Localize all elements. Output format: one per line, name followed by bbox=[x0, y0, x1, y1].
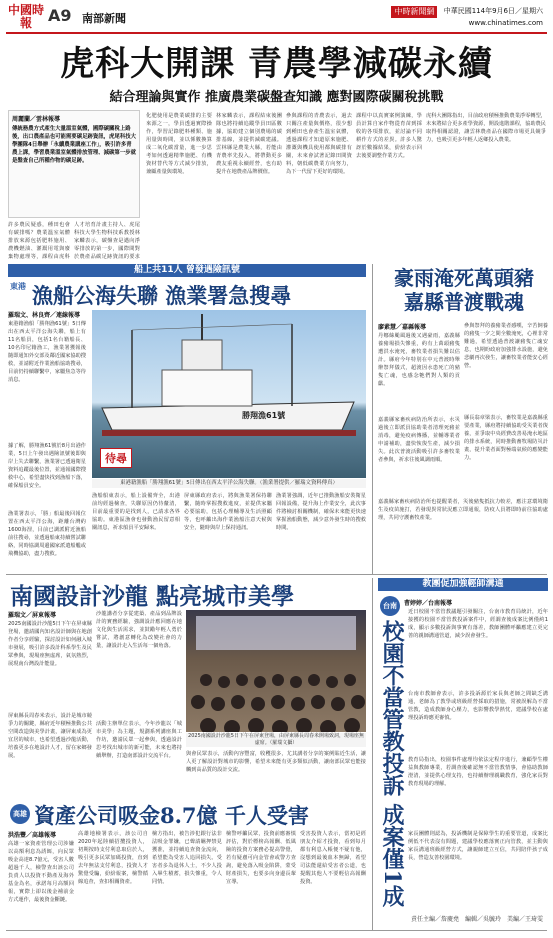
column-divider-2 bbox=[372, 578, 373, 930]
fraud-headline: 資產公司吸金8.7億 千人受害 bbox=[34, 803, 309, 828]
design-text4: 活動主辦單位表示，今年沙龍以「城市美學」為主題，規劃系列講座與工作坊，邀請民眾一起參與，透過設計思考找出城市的新可能，未來也將持續舉辦，打造南部設計交流平台。 bbox=[96, 721, 182, 759]
fraud-text1: 高雄一家資產管理公司涉嫌以高額利息為誘餌，向民眾吸金高達8.7億元，受害人數超過千人，檢警查出該公司負責人以投資不動產及海外基金為名，承諾每月高額回報，實際上卻以後金補前金方式運作，最後資金斷鏈。 bbox=[8, 841, 74, 903]
teacher-region-badge: 台南 bbox=[380, 596, 400, 616]
teacher-text4: 家長團體則認為，投訴機制是保障學生的重要管道，成案比例低不代表沒有問題，建議學校應落實正向管教，並主動與家長溝通班級經營方式，讓親師建立互信，共同陪伴孩子成長，營造友善校園環境。 bbox=[408, 831, 548, 861]
main-col7: 虎科大團隊指出，目前政府積極推動農業淨零轉型，未來將結合更多產學資源，開設進階課程，協助農民取得相關認證，讓雲林農產品在國際市場更具競爭力，也吸引更多年輕人返鄉投入農業。 bbox=[426, 113, 546, 143]
main-col1: 許多農民疑惑，種田也會有碳排嗎？農業溫室氣體排放來源包括肥料施用、農機燃油、灌溉用電與廢棄物處理等，課程由虎科 bbox=[8, 222, 70, 260]
boat-name-label: 勝翔漁61號 bbox=[242, 411, 286, 420]
main-col4: 林家麟表示，課程結束後團隊也將持續追蹤學員田區數據，協助建立個別農場的碳排基線，並提供減碳建議。雲林縣是農業大縣，若能由青農率先投入，將帶動更多農友重視永續經營，也有助提升在地農產品牌價值。 bbox=[216, 113, 282, 175]
fishing-text1: 東港籍漁船「勝翔漁61號」5日傳出在西太平洋公海失聯，船上有11名船員，包括1名台籍船長、10名印尼籍漁工，漁業署獲報後隨即通知外交部及鄰近國家協助搜救，並請附近作業漁船協助搜尋，目前仍持續聯繫中，家屬焦急等待消息。 bbox=[8, 321, 86, 383]
teacher-byline: 曹婷婷／台南報導 bbox=[404, 600, 453, 607]
issue-date: 中華民國114年9月6日／星期六 bbox=[443, 7, 543, 15]
news-site-badge: 中時新聞網 bbox=[391, 6, 437, 18]
teacher-band: 教團促加強輕師溝通 bbox=[378, 578, 548, 591]
design-caption: 2025南國設計沙龍5日下午在屏東登場，由屏東縣長周春米開場致詞，現場座無虛席。（羅瑞文攝） bbox=[186, 733, 366, 747]
design-salon-photo bbox=[186, 610, 366, 732]
masthead-rule bbox=[6, 32, 547, 34]
fraud-text2: 高雄地檢署表示，該公司自2020年起陸續招攬投資人，初期按時支付利息取信於人，吸引更多民眾加碼投資，直到去年無法支付利息，投資人才驚覺受騙，紛紛報案，檢警循線追查，查扣相關資產。 bbox=[78, 831, 148, 885]
main-col6: 課程中以真實案例演練，學員計算自家作物從育苗到採收的各項排放，並討論不同耕作方式的差異。許多人驚訝於數據結果，紛紛表示回去後要調整作業方式。 bbox=[356, 113, 422, 159]
fraud-region-badge: 高雄 bbox=[10, 804, 30, 824]
page-number: A9 bbox=[48, 6, 72, 25]
boat-illustration bbox=[92, 310, 366, 478]
fishing-text2: 據了解，勝翔漁61號於8月出港作業，5日上午發出遇險訊號後即與岸上失去聯繫，漁業署已透過衛星資料追蹤最後位置，並通報國際搜救中心，希望盡快找到漁船下落，確保船員安全。 bbox=[8, 443, 86, 489]
design-text5: 與會民眾表示，活動內容豐富，收穫很多，尤其講者分享的案例貼近生活，讓人更了解設計對城市的影響，希望未來能有更多類似活動，讓南部民眾也能接觸到高品質的設計交流。 bbox=[186, 751, 366, 773]
fishing-text6: 漁業署強調，近年已推動漁船安裝衛星回報設備，提升海上作業安全，此次事件將檢討相關機制，確保未來能更快速掌握漁船動態，減少意外發生時的搜救時間。 bbox=[276, 493, 366, 531]
section-title: 南部新聞 bbox=[82, 12, 126, 25]
fishing-text3: 漁業署表示，「勝」船最後回報位置在西太平洋公海，距離台灣約1600海浬，目前已調派附近漁船前往搜尋，並透過船東持續嘗試聯絡，同時協調周邊國家派遣船艦或飛機協助，盡力搜救。 bbox=[8, 511, 86, 557]
footer-rule bbox=[6, 930, 547, 931]
boars-byline: 廖素慧／嘉縣報導 bbox=[378, 324, 427, 331]
fraud-byline: 洪浩豐／高雄報導 bbox=[8, 832, 57, 839]
fishing-caption: 東港籍漁船「勝翔漁61號」5日傳出在西太平洋公海失聯。（漁業署提供／羅瑞文資料傳真） bbox=[92, 479, 366, 488]
design-text3: 沙龍講者分享從建築、產品到品牌設計的實務經驗，強調設計應回應在地文化與生活需求，並鼓勵年輕人勇於嘗試，將創意轉化為改變社會的力量，讓設計走入生活每一個角落。 bbox=[96, 611, 182, 649]
fishing-boat-photo bbox=[92, 310, 366, 478]
newspaper-logo: 中國時報 bbox=[8, 3, 45, 30]
masthead-right bbox=[391, 6, 543, 28]
design-headline: 南國設計沙龍 點亮城市美學 bbox=[10, 583, 295, 610]
main-lead-box bbox=[8, 110, 140, 218]
main-col3: 化肥使用是農業碳排的主要來源之一，學員透過實際操作，學習記錄肥料種類、施用量與時間，並以係數換算成二氧化碳當量，進一步思考如何透過精準施肥、有機資材替代等方式減少排放，兼顧產量與環境。 bbox=[146, 113, 212, 175]
design-text2: 屏東縣長周春米表示，設計是城市競爭力的關鍵，縣府近年積極推動公共空間改造與美學計畫，讓屏東成為更宜居的城市，也希望透過沙龍活動，培養更多在地設計人才，留在家鄉發展。 bbox=[8, 713, 92, 759]
fishing-band: 船上共11人 曾發遇險訊號 bbox=[8, 264, 366, 277]
teacher-text1: 近日校園不當管教議題引發關注，台南市教育局統計，近年接獲的校園不當管教投訴案件中，經調查後成案比例僅約1成，顯示多數投訴與事實有落差，教師團體呼籲應建立更完善的親師溝通管道，減少誤會發生。 bbox=[408, 609, 548, 639]
fishing-text4: 漁船船東表示，船上設備齊全，出港前均經過檢查，失聯原因仍待釐清，目前最重要的是找到人，已請求各界協助。東港區漁會也發動漁民留意相關訊息，祈求船員平安歸來。 bbox=[92, 493, 180, 531]
boars-headline-2: 嘉縣普渡戰魂 bbox=[404, 290, 524, 314]
column-divider bbox=[372, 264, 373, 574]
fishing-headline: 漁船公海失聯 漁業署急搜尋 bbox=[32, 283, 292, 308]
photo-label-waiting: 待尋 bbox=[100, 448, 132, 468]
fraud-text3: 檢方指出，被告涉犯銀行法非法吸金罪嫌，已聲請羈押禁見獲准，並持續追查資金流向，希望能為受害人追回損失。受害者多為退休人士，不少人投入畢生積蓄，損失慘重，令人同情。 bbox=[152, 831, 222, 885]
fraud-text4: 檢警呼籲民眾，投資前應審慎評估，對於標榜高報酬、低風險的投資方案務必提高警覺，若有疑慮可向金管會或警方查詢，避免落入吸金陷阱，蒙受財產損失，也要多向身邊長輩宣導。 bbox=[226, 831, 296, 885]
fishing-region: 東港 bbox=[10, 282, 26, 291]
teacher-text3: 教育局指出，校園事件處理均依法定程序進行，兼顧學生權益與教師專業，若調查後確認無不當管教情事，會協助教師澄清，並提供心理支持，也持續辦理親職教育，強化家長對教育現場的理解。 bbox=[408, 757, 548, 787]
teacher-text2: 台南市教師會表示，許多投訴源於家長與老師之間缺乏溝通，老師為了教學或班級經營採取的措施，常被誤解為不當管教，造成教師身心壓力，也影響教學熱忱，建議學校在處理投訴時應更審慎。 bbox=[408, 691, 548, 721]
boars-text5: 嘉義縣家畜疾病防治所也提醒業者，災後豬隻抵抗力較差，應注意環境衛生及疫苗施打，若發現異常狀況應立即通報，防疫人員將即時前往協助處理，共同守護畜牧產業。 bbox=[378, 499, 548, 521]
main-subheadline: 結合理論與實作 推廣農業碳盤查知識 應對國際碳關稅挑戰 bbox=[109, 90, 444, 105]
audience-illustration bbox=[186, 610, 366, 732]
fishing-byline: 羅瑞文、林良齊／連線報導 bbox=[8, 312, 81, 319]
main-lead-text: 傳統務農方式產生大量溫室氣體，國際碳關稅上路後，出口農產品也可能需要碳足跡資訊，虎尾科技大學團隊4日舉辦「永續農業講座工作」，吸引許多青農上課，學習農業溫室氣體排放管理、減碳第一步就是盤查自己所種作物的碳足跡。 bbox=[12, 126, 136, 164]
boars-headline-1: 豪雨淹死萬頭豬 bbox=[394, 266, 534, 290]
fishing-text5: 屏東縣政府表示，將與漁業署保持聯繫，隨時掌握搜救進度，並提供家屬必要協助，包括心理輔導及生活照顧等，也呼籲出海作業漁船注意天候與安全，隨時與岸上保持通訊。 bbox=[184, 493, 272, 531]
design-byline: 羅瑞文／屏東報導 bbox=[8, 612, 57, 619]
design-text1: 2025南國設計沙龍5日下午在屏東縣登場，邀請國內知名設計師與在地創作者分享經驗，探討設計如何融入城市發展，吸引許多設計科系學生及民眾參與，現場座無虛席，氣氛熱烈，展現南台灣設計能量。 bbox=[8, 621, 92, 667]
boars-text4: 縣長翁章梁表示，畜牧業是嘉義縣重要產業，縣府將持續協助受災業者復養，並爭取中央經費改善易淹水地區的排水系統，同時推動畜牧場防災計畫，提升業者面對極端氣候的應變能力。 bbox=[464, 415, 548, 461]
section-rule bbox=[6, 574, 547, 575]
main-headline: 虎科大開課 青農學減碳永續 bbox=[60, 44, 493, 84]
main-col5: 參與課程的青農表示，過去只關注產量與價格，很少想到種田也會產生溫室氣體，透過課程才知道原來施肥、灌溉與機具使用都與碳排有關，未來會試著記錄田間資料，朝低碳農業方向努力，為下一代留下更好的環境。 bbox=[286, 113, 352, 175]
main-byline: 周麗蘭／雲林報導 bbox=[12, 116, 61, 123]
footer-credits: 責任主編／詹慶堯 編輯／吳毓玲 美編／王琦雯 bbox=[410, 916, 543, 923]
boars-text3: 參與祭拜的養豬業者感嘆，辛苦飼養的豬隻一夕之間全數淹死，心裡非常難過，希望透過普渡讓豬隻亡魂安息，也期盼政府加強排水設施，避免悲劇再次發生，讓畜牧業者能安心經營。 bbox=[464, 323, 548, 369]
boars-text1: 丹娜絲颱風過後又遇豪雨，嘉義縣養豬場損失慘重，約有上萬頭豬隻遭洪水淹死，畜牧業者損失難以估計。縣府今年特別在中元普渡時舉辦祭拜儀式，超渡因水患死亡的豬隻亡魂，也感念牠們對人類的貢獻。 bbox=[378, 333, 460, 387]
site-url[interactable]: www.chinatimes.com bbox=[468, 19, 543, 27]
teacher-headline: 校園不當管教投訴 成案僅1成 bbox=[379, 620, 405, 907]
fraud-text5: 受害投資人表示，當初是經朋友介紹才投資，看到每月都有利息入帳便不疑有他，沒想到最後血本無歸，希望司法能還給受害者公道，也提醒其他人不要輕信高報酬投資。 bbox=[300, 831, 366, 885]
main-col2: 人才培育計畫主持人、虎尾科技大學生物科技系教授林家麟表示，碳盤查是邁向淨零排放的第一步，國際間對於農產品碳足跡資訊的要求 bbox=[74, 222, 140, 260]
boars-text2: 嘉義縣家畜疾病防治所表示，水災過後立即派員協助業者清理死豬並消毒，避免疫病傳播，並輔導業者申請補助，盡快恢復生產，減少損失。此次普渡活動吸引許多畜牧業者參與，祈求往後風調雨順。 bbox=[378, 417, 460, 463]
